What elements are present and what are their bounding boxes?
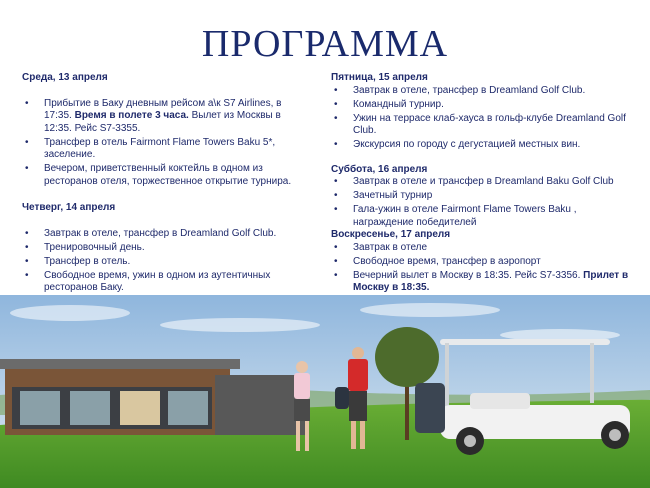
day-items [331, 176, 631, 229]
day-heading: Четверг, 14 апреля [22, 202, 116, 213]
program-right-column [331, 72, 631, 295]
list-item: • Завтрак в отеле, трансфер в Dreamland Golf Club. [331, 85, 631, 98]
list-item: • Трансфер в отель Fairmont Flame Towers Baku 5*, заселение. [22, 137, 307, 162]
day-items [331, 85, 631, 152]
page-title: ПРОГРАММА [201, 23, 449, 65]
list-item: • Завтрак в отеле, трансфер в Dreamland Golf Club. [22, 228, 307, 241]
day-heading: Суббота, 16 апреля [331, 163, 428, 175]
list-item: • Командный турнир. [331, 99, 631, 112]
day-heading: Среда, 13 апреля [22, 72, 108, 83]
list-item: • Прибытие в Баку дневным рейсом а\к S7 Airlines, в 17:35. Время в полете 3 часа. Вылет из Москвы в 12:35. Рейс S7-3355. [22, 98, 307, 136]
list-item: • Свободное время, ужин в одном из аутентичных ресторанов Баку. [22, 270, 307, 295]
golf-scene-illustration [0, 295, 650, 488]
day-items [22, 98, 307, 189]
list-item: • Трансфер в отель. [22, 256, 307, 269]
list-item: • Тренировочный день. [22, 242, 307, 255]
golf-course-photo [0, 295, 650, 488]
day-items [331, 242, 631, 295]
list-item: • Ужин на террасе клаб-хауса в гольф-клубе Dreamland Golf Club. [331, 113, 631, 138]
list-item: • Гала-ужин в отеле Fairmont Flame Towers Baku , награждение победителей [331, 204, 631, 229]
day-heading: Пятница, 15 апреля [331, 72, 428, 83]
list-item: • Зачетный турнир [331, 190, 631, 203]
list-item: • Экскурсия по городу с дегустацией местных вин. [331, 139, 631, 152]
list-item: • Вечерний вылет в Москву в 18:35. Рейс S7-3356. Прилет в Москву в 18:35. [331, 270, 631, 295]
day-items [22, 228, 307, 295]
list-item: • Свободное время, трансфер в аэропорт [331, 256, 631, 269]
list-item: • Завтрак в отеле [331, 242, 631, 255]
day-heading: Воскресенье, 17 апреля [331, 229, 451, 240]
list-item: • Вечером, приветственный коктейль в одном из ресторанов отеля, торжественное открытие турнира. [22, 163, 307, 188]
program-left-column [22, 72, 307, 295]
list-item: • Завтрак в отеле и трансфер в Dreamland Baku Golf Club [331, 176, 631, 189]
